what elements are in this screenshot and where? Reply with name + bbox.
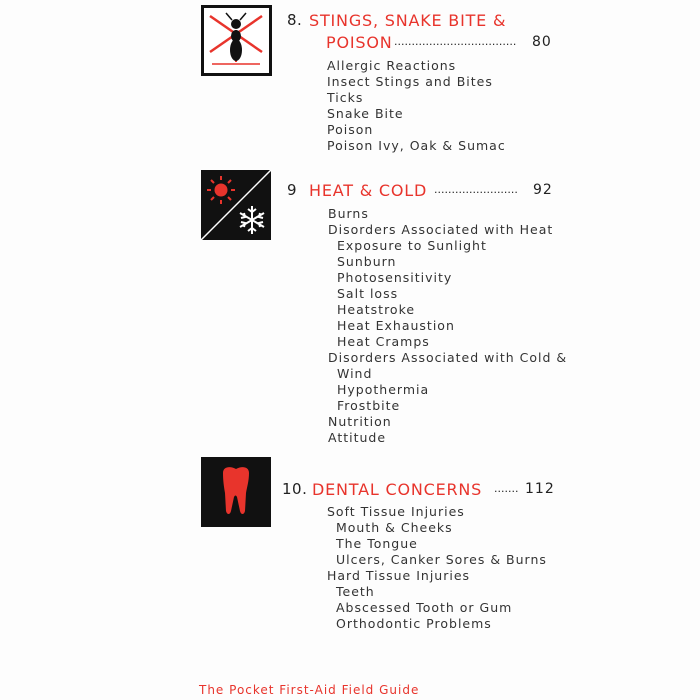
list-item: Mouth & Cheeks [336, 520, 453, 535]
list-item: Heat Cramps [337, 334, 430, 349]
list-item: Salt loss [337, 286, 399, 301]
list-item: Ulcers, Canker Sores & Burns [336, 552, 547, 567]
section-9-leader: ........................ [434, 183, 518, 196]
list-item: Burns [328, 206, 369, 221]
section-10-page: 112 [525, 481, 555, 497]
section-8-number: 8. [287, 11, 303, 29]
list-item: The Tongue [336, 536, 418, 551]
list-item: Poison [327, 122, 374, 137]
list-item: Hypothermia [337, 382, 430, 397]
tooth-icon [201, 457, 271, 527]
book-title-footer: The Pocket First-Aid Field Guide [199, 683, 420, 697]
section-9-page: 92 [533, 182, 553, 198]
section-9-title: HEAT & COLD [309, 181, 428, 200]
list-item: Soft Tissue Injuries [327, 504, 465, 519]
list-item: Insect Stings and Bites [327, 74, 493, 89]
section-10-number: 10. [282, 480, 308, 498]
list-item: Nutrition [328, 414, 392, 429]
sun-snowflake-icon [201, 170, 271, 240]
list-item: Disorders Associated with Cold & [328, 350, 568, 365]
section-10-items [327, 504, 547, 632]
list-item: Teeth [336, 584, 375, 599]
list-item: Ticks [327, 90, 364, 105]
list-item: Disorders Associated with Heat [328, 222, 554, 237]
list-item: Snake Bite [327, 106, 404, 121]
section-9-number: 9 [287, 181, 298, 199]
list-item: Exposure to Sunlight [337, 238, 487, 253]
list-item: Frostbite [337, 398, 401, 413]
list-item: Hard Tissue Injuries [327, 568, 471, 583]
list-item: Abscessed Tooth or Gum [336, 600, 513, 615]
section-9-items [328, 206, 567, 446]
list-item: Allergic Reactions [327, 58, 457, 73]
list-item: Sunburn [337, 254, 397, 269]
section-8-title-line2: POISON [326, 33, 393, 52]
section-9-icon-box [201, 170, 271, 240]
list-item: Orthodontic Problems [336, 616, 492, 631]
section-8-page: 80 [532, 34, 552, 50]
section-8-title-line1: STINGS, SNAKE BITE & [309, 11, 507, 30]
list-item: Poison Ivy, Oak & Sumac [327, 138, 506, 153]
list-item: Photosensitivity [337, 270, 453, 285]
section-10-leader: ....... [494, 482, 519, 495]
wasp-icon [204, 8, 269, 73]
section-8-leader: ................................... [394, 35, 517, 48]
list-item: Heatstroke [337, 302, 416, 317]
list-item: Wind [337, 366, 373, 381]
list-item: Attitude [328, 430, 387, 445]
section-8-icon-box [201, 5, 272, 76]
list-item: Heat Exhaustion [337, 318, 455, 333]
section-10-icon-box [201, 457, 271, 527]
section-8-items [327, 58, 506, 154]
section-10-title: DENTAL CONCERNS [312, 480, 483, 499]
